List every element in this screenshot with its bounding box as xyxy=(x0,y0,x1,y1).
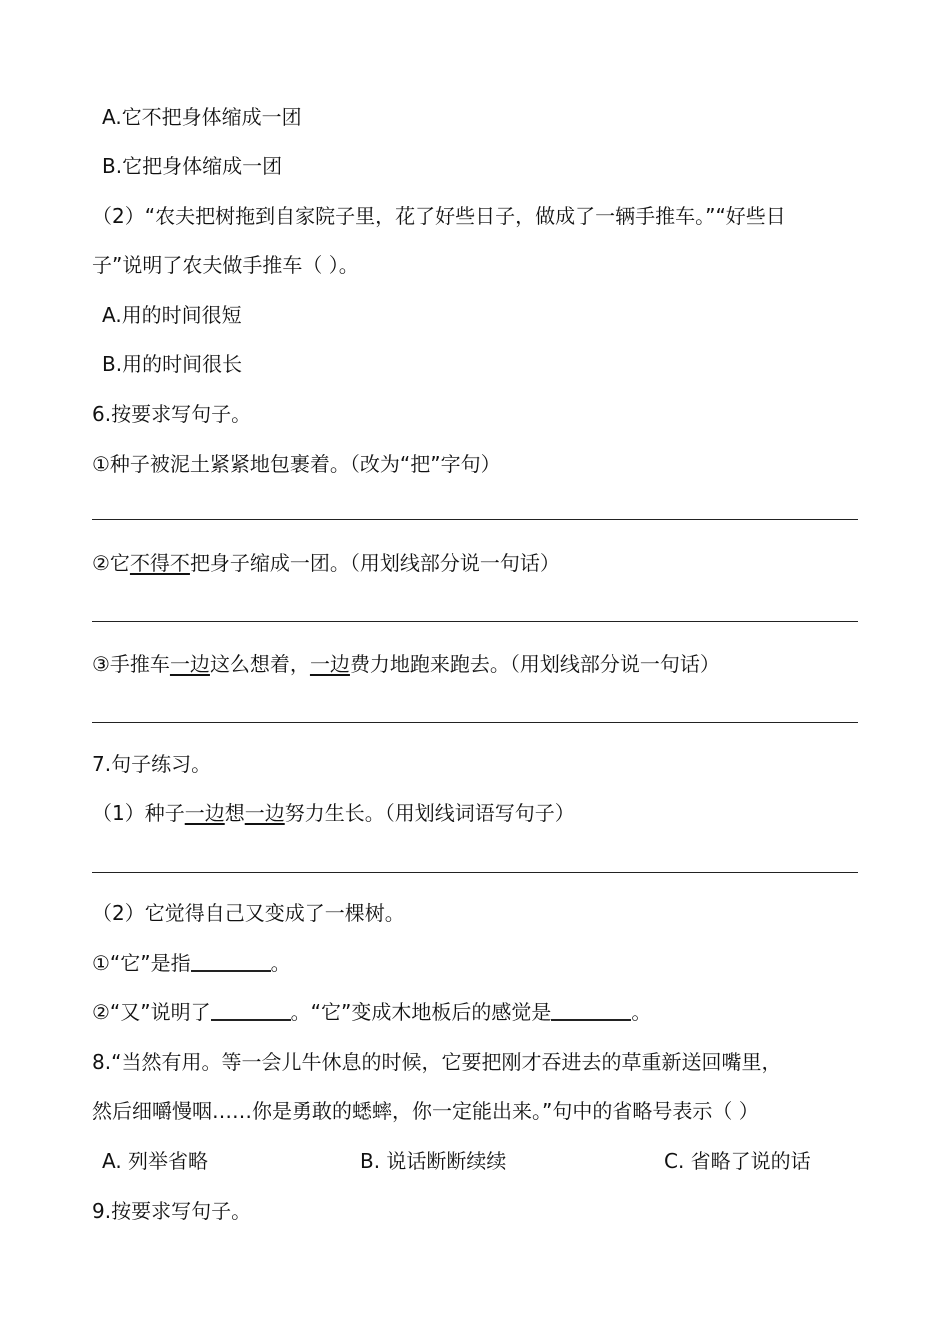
fill-blank[interactable] xyxy=(211,999,291,1021)
text: 把身子缩成一团。（用划线部分说一句话） xyxy=(189,551,560,575)
answer-line xyxy=(92,621,858,622)
q9-title: 9.按要求写句子。 xyxy=(92,1199,252,1223)
q8-option-a: A. 列举省略 xyxy=(102,1149,209,1173)
q8-line1: 8.“当然有用。等一会儿牛休息的时候，它要把刚才吞进去的草重新送回嘴里， xyxy=(92,1050,782,1074)
answer-line xyxy=(92,872,858,873)
q7-title: 7.句子练习。 xyxy=(92,752,212,776)
underlined-text: 一边 xyxy=(244,801,285,825)
text: ①“它”是指 xyxy=(92,951,191,975)
text: 想 xyxy=(224,801,245,825)
q5-sub2-option-b: B.用的时间很长 xyxy=(102,352,243,376)
text: 。“它”变成木地板后的感觉是 xyxy=(290,1000,552,1024)
q7-sub-1 xyxy=(92,950,291,976)
q6-sentence-2 xyxy=(92,550,560,576)
q6-sentence-1: ①种子被泥土紧紧地包裹着。（改为“把”字句） xyxy=(92,452,501,476)
q8-option-c: C. 省略了说的话 xyxy=(664,1149,811,1173)
q5-sub2-line2: 子”说明了农夫做手推车（ ）。 xyxy=(92,253,359,277)
text: 努力生长。（用划线词语写句子） xyxy=(284,801,575,825)
q8-option-b: B. 说话断断续续 xyxy=(360,1149,507,1173)
text: 这么想着， xyxy=(209,652,310,676)
q5-sub2-line1: （2）“农夫把树拖到自家院子里，花了好些日子，做成了一辆手推车。”“好些日 xyxy=(92,204,786,228)
text: 。 xyxy=(270,951,291,975)
q5-option-a: A.它不把身体缩成一团 xyxy=(102,105,302,129)
q5-sub2-option-a: A.用的时间很短 xyxy=(102,303,242,327)
fill-blank[interactable] xyxy=(191,950,271,972)
q7-sentence-2: （2）它觉得自己又变成了一棵树。 xyxy=(92,901,405,925)
underlined-text: 一边 xyxy=(184,801,225,825)
underlined-text: 一边 xyxy=(169,652,210,676)
text: 。 xyxy=(631,1000,652,1024)
q7-sub-2 xyxy=(92,999,651,1025)
answer-line xyxy=(92,722,858,723)
text: ②“又”说明了 xyxy=(92,1000,211,1024)
answer-line xyxy=(92,519,858,520)
q7-sentence-1 xyxy=(92,800,575,826)
text: ②它 xyxy=(92,551,130,575)
fill-blank[interactable] xyxy=(551,999,631,1021)
q8-line2: 然后细嚼慢咽……你是勇敢的蟋蟀，你一定能出来。”句中的省略号表示（ ） xyxy=(92,1099,759,1123)
text: （1）种子 xyxy=(92,801,185,825)
q6-sentence-3 xyxy=(92,651,720,677)
text: ③手推车 xyxy=(92,652,170,676)
underlined-text: 不得不 xyxy=(129,551,190,575)
q6-title: 6.按要求写句子。 xyxy=(92,402,252,426)
underlined-text: 一边 xyxy=(309,652,350,676)
q5-option-b: B.它把身体缩成一团 xyxy=(102,154,283,178)
text: 费力地跑来跑去。（用划线部分说一句话） xyxy=(349,652,720,676)
